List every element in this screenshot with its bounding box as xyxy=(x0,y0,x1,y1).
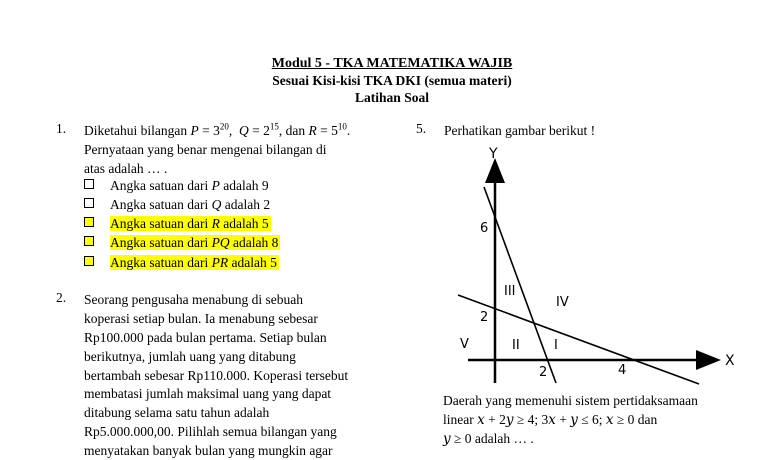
question-2-line: Seorang pengusaha menabung di sebuah xyxy=(84,292,303,307)
question-2-line: Rp5.000.000,00. Pilihlah semua bilangan yang xyxy=(84,424,337,439)
question-2-line: bertambah sebesar Rp110.000. Koperasi tersebut xyxy=(84,368,349,383)
option-checkbox-5[interactable]: Angka satuan dari PR adalah 5 xyxy=(84,254,279,272)
y-axis-label: Y xyxy=(489,146,498,162)
option-checkbox-4[interactable]: Angka satuan dari PQ adalah 8 xyxy=(84,234,280,252)
question-5-line-1: Daerah yang memenuhi sistem pertidaksamaan xyxy=(443,393,698,408)
region-label-iv: IV xyxy=(556,295,569,310)
option-checkbox-3[interactable]: Angka satuan dari R adalah 5 xyxy=(84,215,271,233)
y-tick-2: 2 xyxy=(480,310,489,325)
module-title: Modul 5 - TKA MATEMATIKA WAJIB xyxy=(271,56,513,71)
y-tick-6: 6 xyxy=(480,221,489,236)
question-1-line-3: atas adalah … . xyxy=(84,161,168,176)
question-2-line: koperasi setiap bulan. Ia menabung sebesar xyxy=(84,311,318,326)
question-1-number: 1. xyxy=(56,121,67,136)
question-5-prompt: Perhatikan gambar berikut ! xyxy=(444,123,596,138)
region-label-iii: III xyxy=(504,284,516,299)
region-label-v: V xyxy=(460,337,469,352)
question-5-number: 5. xyxy=(416,121,427,136)
question-2-line: menyatakan banyak bulan yang mungkin agar xyxy=(84,443,333,458)
x-axis-label: X xyxy=(725,353,735,369)
question-2-line: Rp100.000 pada bulan pertama. Setiap bulan xyxy=(84,330,327,345)
question-5-line-2: linear 𝑥 + 2𝑦 ≥ 4; 3𝑥 + 𝑦 ≤ 6; 𝑥 ≥ 0 dan xyxy=(443,412,658,427)
x-tick-2: 2 xyxy=(539,365,548,380)
section-title: Latihan Soal xyxy=(355,90,429,105)
question-2-line: ditabung selama satu tahun adalah xyxy=(84,405,270,420)
question-1-line-2: Pernyataan yang benar mengenai bilangan di xyxy=(84,142,327,157)
region-label-i: I xyxy=(554,338,558,353)
question-5-line-3: 𝑦 ≥ 0 adalah … . xyxy=(443,431,534,446)
question-2-line: membatasi jumlah maksimal uang yang dapat xyxy=(84,386,332,401)
question-1-line-1: Diketahui bilangan $P = 3^{20}$, $Q = 2^{15}$, dan $R = 5^{10}$. xyxy=(84,121,351,138)
question-2-line: berikutnya, jumlah uang yang ditabung xyxy=(84,349,296,364)
region-label-ii: II xyxy=(512,338,520,353)
module-subtitle: Sesuai Kisi-kisi TKA DKI (semua materi) xyxy=(272,73,512,88)
option-checkbox-2[interactable]: Angka satuan dari Q adalah 2 xyxy=(84,196,272,214)
x-tick-4: 4 xyxy=(618,363,627,378)
question-2-number: 2. xyxy=(56,290,67,305)
option-checkbox-1[interactable]: Angka satuan dari P adalah 9 xyxy=(84,177,271,195)
